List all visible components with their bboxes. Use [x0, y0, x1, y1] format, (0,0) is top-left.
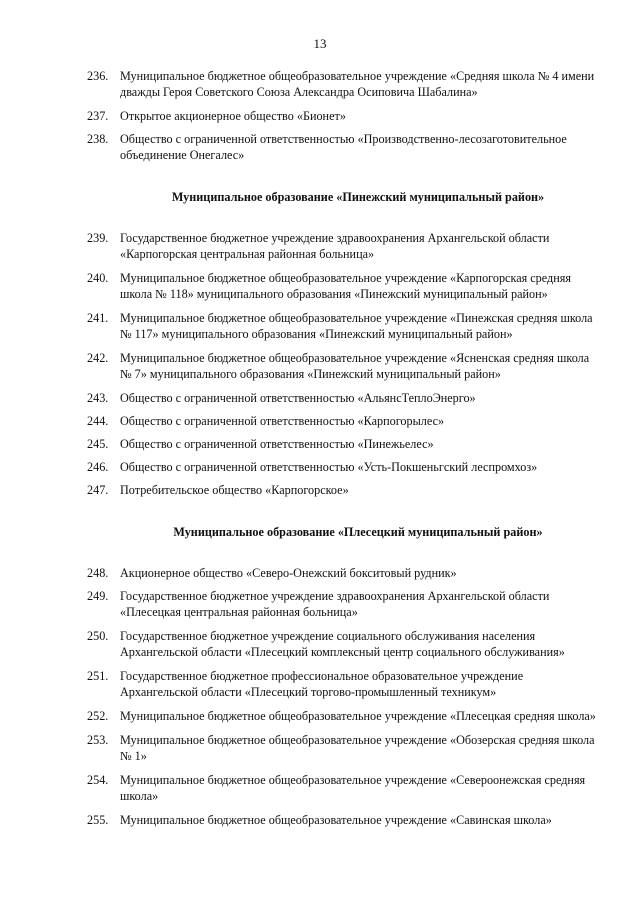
list-item [87, 668, 599, 700]
list-item [87, 436, 599, 452]
list-item [87, 459, 599, 475]
item-number: 243. [87, 391, 109, 405]
list-item [87, 812, 599, 828]
item-text: Общество с ограниченной ответственностью «Карпогорылес» [120, 414, 445, 428]
organization-list [87, 68, 599, 835]
item-text: Муниципальное бюджетное общеобразовательное учреждение «Плесецкая средняя школа» [120, 709, 596, 723]
item-text: Акционерное общество «Северо-Онежский бокситовый рудник» [120, 566, 457, 580]
item-text: Муниципальное бюджетное общеобразовательное учреждение «Североонежская средняя школа» [120, 773, 586, 803]
list-item [87, 108, 599, 124]
list-item [87, 390, 599, 406]
item-text: Муниципальное бюджетное общеобразовательное учреждение «Савинская школа» [120, 813, 552, 827]
item-number: 255. [87, 813, 109, 827]
item-number: 247. [87, 483, 109, 497]
item-text: Муниципальное бюджетное общеобразовательное учреждение «Обозерская средняя школа № 1» [120, 733, 595, 763]
item-number: 250. [87, 629, 109, 643]
list-item [87, 482, 599, 498]
item-number: 240. [87, 271, 109, 285]
item-text: Муниципальное бюджетное общеобразовательное учреждение «Средняя школа № 4 имени дважды Героя Советского Союза Александра Осиповича Шабалина» [120, 69, 595, 99]
list-item [87, 413, 599, 429]
list-item [87, 628, 599, 660]
item-number: 236. [87, 69, 109, 83]
item-number: 242. [87, 351, 109, 365]
item-number: 251. [87, 669, 109, 683]
item-text: Потребительское общество «Карпогорское» [120, 483, 349, 497]
item-number: 238. [87, 132, 109, 146]
list-item [87, 230, 599, 262]
list-item [87, 270, 599, 302]
list-item [87, 131, 599, 163]
item-text: Общество с ограниченной ответственностью «Производственно-лесозаготовительное объединение Онегалес» [120, 132, 567, 162]
item-text: Государственное бюджетное учреждение здравоохранения Архангельской области «Плесецкая центральная районная больница» [120, 589, 550, 619]
item-number: 239. [87, 231, 109, 245]
item-text: Муниципальное бюджетное общеобразовательное учреждение «Пинежская средняя школа № 117» муниципального образования «Пинежский муниципальный район» [120, 311, 593, 341]
section-heading: Муниципальное образование «Плесецкий муниципальный район» [173, 525, 543, 539]
item-number: 253. [87, 733, 109, 747]
item-number: 245. [87, 437, 109, 451]
item-text: Государственное бюджетное учреждение социального обслуживания населения Архангельской области «Плесецкий комплексный центр социального обслуживания» [120, 629, 565, 659]
list-item [87, 732, 599, 764]
item-text: Общество с ограниченной ответственностью «АльянсТеплоЭнерго» [120, 391, 476, 405]
list-item [87, 708, 599, 724]
list-item [87, 310, 599, 342]
section-heading: Муниципальное образование «Пинежский муниципальный район» [171, 190, 545, 204]
item-text: Общество с ограниченной ответственностью «Пинежьелес» [120, 437, 434, 451]
item-number: 237. [87, 109, 109, 123]
list-item [87, 350, 599, 382]
item-text: Муниципальное бюджетное общеобразовательное учреждение «Карпогорская средняя школа № 118» муниципального образования «Пинежский муниципальный район» [120, 271, 571, 301]
item-number: 248. [87, 566, 109, 580]
item-number: 249. [87, 589, 109, 603]
item-text: Открытое акционерное общество «Бионет» [120, 109, 346, 123]
item-number: 252. [87, 709, 109, 723]
item-text: Муниципальное бюджетное общеобразовательное учреждение «Ясненская средняя школа № 7» муниципального образования «Пинежский муниципальный район» [120, 351, 590, 381]
page-number: 13 [313, 36, 327, 51]
list-item [87, 565, 599, 581]
list-item [87, 68, 599, 100]
item-number: 241. [87, 311, 109, 325]
item-number: 244. [87, 414, 109, 428]
item-text: Общество с ограниченной ответственностью «Усть-Покшеньгский леспромхоз» [120, 460, 538, 474]
item-text: Государственное бюджетное учреждение здравоохранения Архангельской области «Карпогорская центральная районная больница» [120, 231, 550, 261]
item-number: 254. [87, 773, 109, 787]
item-text: Государственное бюджетное профессиональное образовательное учреждение Архангельской области «Плесецкий торгово-промышленный техникум» [120, 669, 524, 699]
item-number: 246. [87, 460, 109, 474]
list-item [87, 772, 599, 804]
list-item [87, 588, 599, 620]
